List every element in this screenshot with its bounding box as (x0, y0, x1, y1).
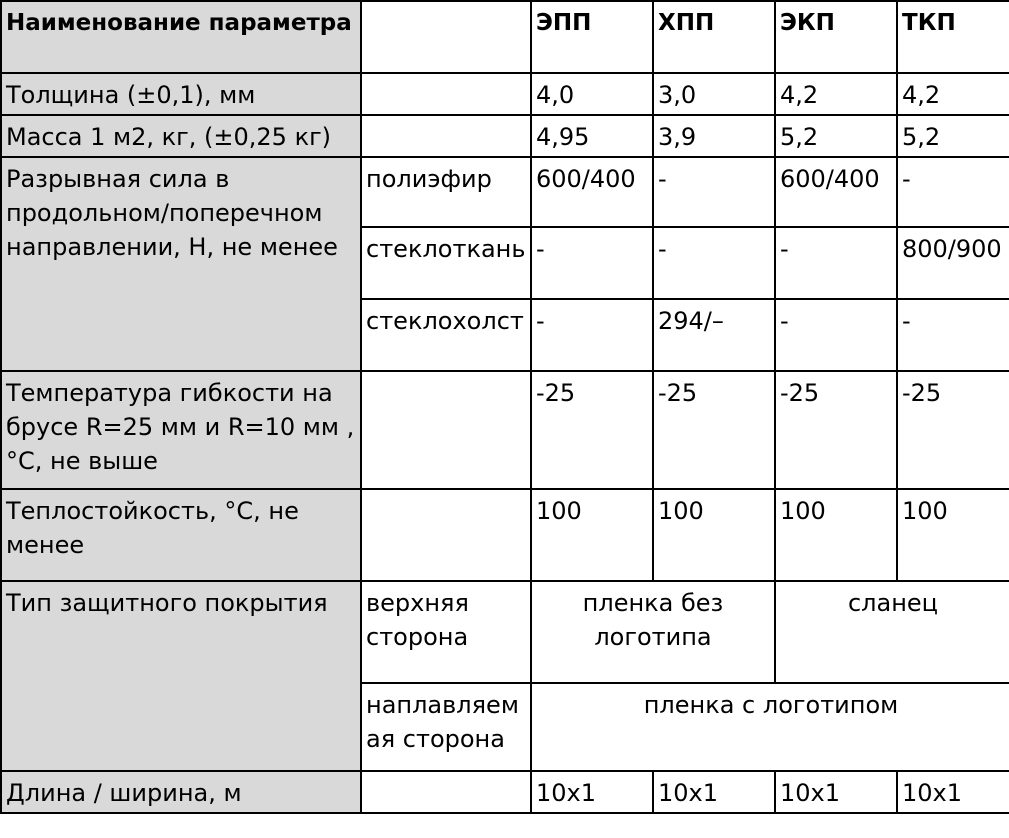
value-cell: 5,2 (897, 115, 1009, 157)
base-material-cell: стеклоткань (361, 227, 531, 299)
value-cell: - (653, 157, 775, 227)
table-row (1, 371, 1009, 489)
value-cell: 600/400 (531, 157, 653, 227)
value-cell: -25 (531, 371, 653, 489)
value-cell: - (531, 227, 653, 299)
value-cell: -25 (897, 371, 1009, 489)
header-param-cell: Наименование параметра (1, 1, 361, 73)
row-label-coating: Тип защитного покрытия (1, 581, 361, 771)
header-col-hpp: ХПП (653, 1, 775, 73)
value-cell: 4,2 (775, 73, 897, 115)
value-cell: 100 (897, 489, 1009, 581)
header-sub-cell (361, 1, 531, 73)
value-cell: 3,0 (653, 73, 775, 115)
value-cell: 4,2 (897, 73, 1009, 115)
header-col-tkp: ТКП (897, 1, 1009, 73)
value-cell: 10х1 (775, 771, 897, 813)
value-cell: - (531, 299, 653, 371)
empty-cell (361, 489, 531, 581)
row-label-breaking-force: Разрывная сила в продольном/поперечном направлении, Н, не менее (1, 157, 361, 371)
value-cell: 4,95 (531, 115, 653, 157)
table-row (1, 115, 1009, 157)
value-cell: 800/900 (897, 227, 1009, 299)
table-header-row (1, 1, 1009, 73)
value-cell: 100 (531, 489, 653, 581)
table-row (1, 157, 1009, 227)
empty-cell (361, 771, 531, 813)
row-label-flex-temp: Температура гибкости на брусе R=25 мм и R=10 мм , °С, не выше (1, 371, 361, 489)
base-material-cell: полиэфир (361, 157, 531, 227)
coating-value-epp-hpp: пленка без логотипа (531, 581, 775, 683)
value-cell: 100 (775, 489, 897, 581)
value-cell: 10х1 (653, 771, 775, 813)
row-label-mass: Масса 1 м2, кг, (±0,25 кг) (1, 115, 361, 157)
header-col-epp: ЭПП (531, 1, 653, 73)
table-row (1, 581, 1009, 683)
value-cell: - (897, 299, 1009, 371)
base-material-cell: стеклохолст (361, 299, 531, 371)
value-cell: 600/400 (775, 157, 897, 227)
value-cell: 4,0 (531, 73, 653, 115)
value-cell: -25 (653, 371, 775, 489)
value-cell: 294/– (653, 299, 775, 371)
coating-value-all: пленка с логотипом (531, 683, 1009, 771)
empty-cell (361, 73, 531, 115)
value-cell: 3,9 (653, 115, 775, 157)
coating-value-ekp-tkp: сланец (775, 581, 1009, 683)
table-row (1, 73, 1009, 115)
value-cell: - (897, 157, 1009, 227)
value-cell: - (775, 227, 897, 299)
value-cell: 100 (653, 489, 775, 581)
empty-cell (361, 115, 531, 157)
table-row (1, 771, 1009, 813)
row-label-thickness: Толщина (±0,1), мм (1, 73, 361, 115)
value-cell: - (775, 299, 897, 371)
header-col-ekp: ЭКП (775, 1, 897, 73)
value-cell: 10х1 (897, 771, 1009, 813)
coating-side-cell: верхняя сторона (361, 581, 531, 683)
value-cell: -25 (775, 371, 897, 489)
empty-cell (361, 371, 531, 489)
value-cell: - (653, 227, 775, 299)
value-cell: 5,2 (775, 115, 897, 157)
table-row (1, 489, 1009, 581)
coating-side-cell: наплавляемая сторона (361, 683, 531, 771)
row-label-heat-resistance: Теплостойкость, °С, не менее (1, 489, 361, 581)
row-label-size: Длина / ширина, м (1, 771, 361, 813)
value-cell: 10х1 (531, 771, 653, 813)
